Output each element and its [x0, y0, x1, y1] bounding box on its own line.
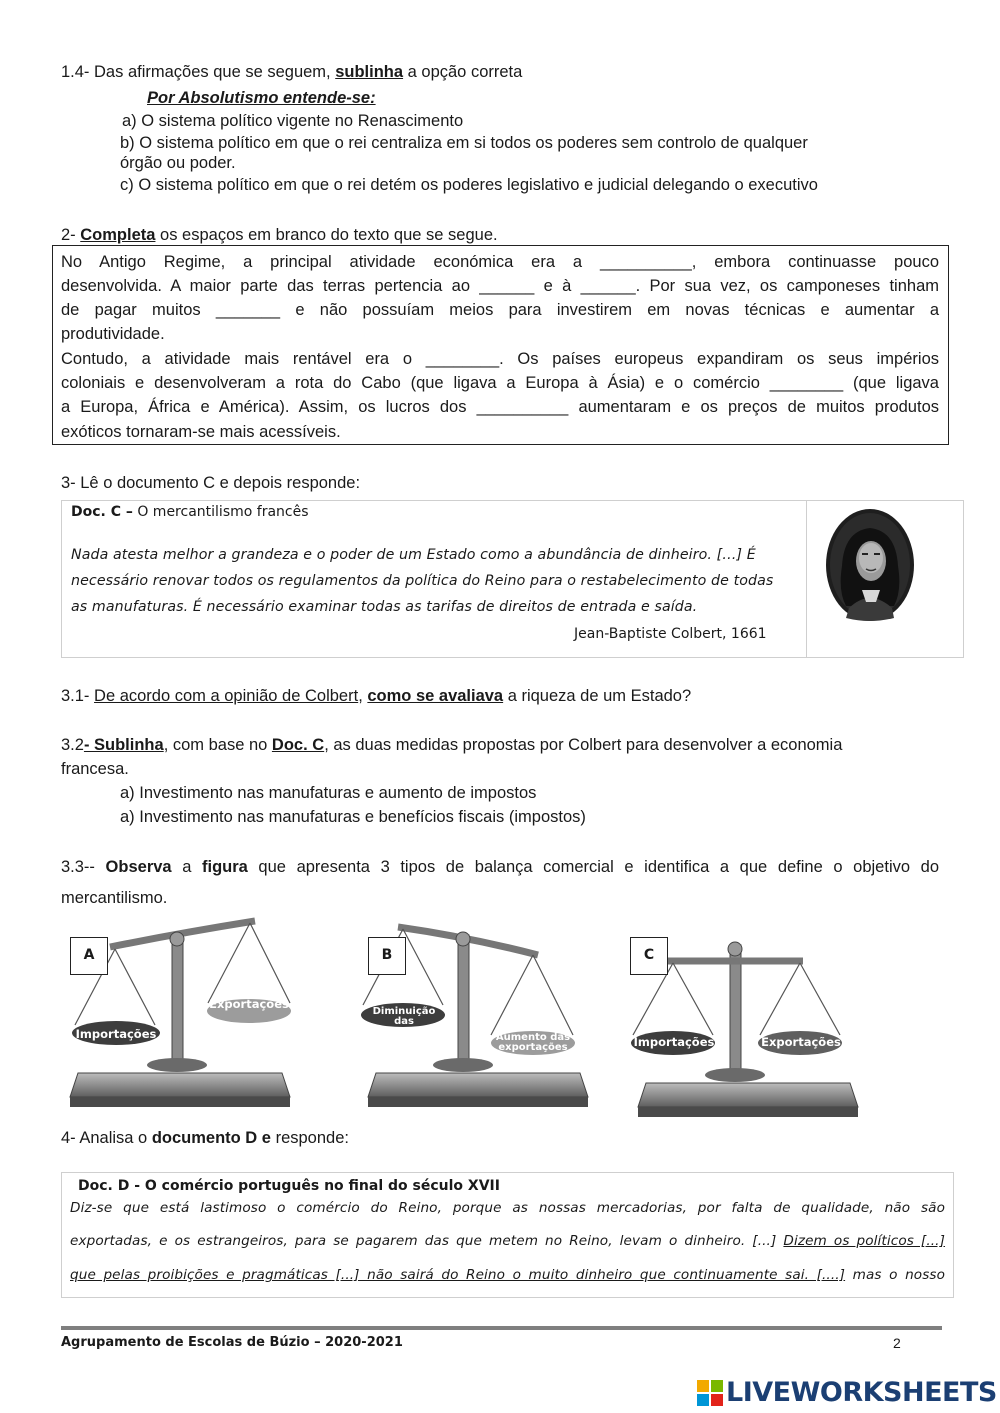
- doc-c-quote-2: necessário renovar todos os regulamentos da política do Reino para o restabelecimento de todas: [71, 573, 774, 589]
- fill-line-5[interactable]: Contudo, a atividade mais rentável era o ________. Os países europeus expandiram os seus impérios: [61, 350, 939, 368]
- scale-b-left-pan: Diminuição das importações: [369, 1006, 439, 1037]
- q31-question: 3.1- De acordo com a opinião de Colbert, como se avaliava a riqueza de um Estado?: [61, 687, 692, 705]
- q32-option-1[interactable]: a) Investimento nas manufaturas e aumento de impostos: [120, 784, 537, 802]
- fill-line-6[interactable]: coloniais e desenvolveram a rota do Cabo (que ligava a Europa à Ásia) e o comércio ________ (que ligava: [61, 374, 939, 392]
- doc-c-title: Doc. C – O mercantilismo francês: [71, 504, 309, 520]
- doc-c-box: [61, 500, 964, 658]
- doc-c-quote-3: as manufaturas. É necessário examinar todas as tarifas de direitos de entrada e saída.: [71, 599, 698, 615]
- q14-option-b-line1[interactable]: b) O sistema político em que o rei centraliza em si todos os poderes sem controlo de qualquer: [120, 134, 808, 152]
- q2-verb: Completa: [80, 226, 156, 244]
- scale-c-left-pan: Importações: [633, 1035, 715, 1049]
- q4-heading: 4- Analisa o documento D e responde:: [61, 1129, 349, 1147]
- q32-line2: francesa.: [61, 760, 129, 778]
- scale-a[interactable]: [60, 915, 300, 1130]
- q14-option-b-line2[interactable]: órgão ou poder.: [120, 154, 236, 172]
- scale-c-label: C: [630, 937, 668, 975]
- doc-d-line-3: que pelas proibições e pragmáticas [...] não sairá do Reino o muito dinheiro que continuamente sai. [....] mas o nosso: [70, 1267, 945, 1283]
- doc-d-box: [61, 1172, 954, 1298]
- q14-verb: sublinha: [335, 63, 404, 81]
- q14-option-c[interactable]: c) O sistema político em que o rei detém os poderes legislativo e judicial delegando o executivo: [120, 176, 818, 194]
- scale-a-left-pan: Importações: [75, 1027, 157, 1041]
- q32-option-2[interactable]: a) Investimento nas manufaturas e benefícios fiscais (impostos): [120, 808, 586, 826]
- doc-d-line-1: Diz-se que está lastimoso o comércio do Reino, porque as nossas mercadorias, por falta de qualidade, não são: [70, 1200, 945, 1216]
- liveworksheets-logo-icon: [697, 1380, 723, 1406]
- fill-line-2[interactable]: desenvolvida. A maior parte das terras pertencia ao ______ e à ______. Por sua vez, os camponeses tinham: [61, 277, 939, 295]
- doc-d-title: Doc. D - O comércio português no final do século XVII: [78, 1178, 500, 1194]
- fill-in-text-box: [52, 245, 949, 445]
- liveworksheets-watermark: LIVEWORKSHEETS: [726, 1377, 997, 1408]
- colbert-portrait-icon: [824, 506, 916, 624]
- fill-line-4: produtividade.: [61, 325, 165, 343]
- q14-subtitle: Por Absolutismo entende-se:: [147, 89, 376, 107]
- fill-line-8: exóticos tornaram-se mais acessíveis.: [61, 423, 341, 441]
- scale-a-right-pan: Exportações: [209, 997, 289, 1011]
- scale-c[interactable]: [628, 915, 868, 1130]
- fill-line-1[interactable]: No Antigo Regime, a principal atividade económica era a __________, embora continuasse pouco: [61, 253, 939, 271]
- q33-line2: mercantilismo.: [61, 889, 168, 907]
- footer-school: Agrupamento de Escolas de Búzio – 2020-2021: [61, 1335, 403, 1350]
- doc-c-quote-1: Nada atesta melhor a grandeza e o poder de um Estado como a abundância de dinheiro. […] É: [71, 547, 756, 563]
- footer-divider: [61, 1326, 942, 1330]
- footer-page-number: 2: [893, 1335, 901, 1351]
- q33-question: 3.3-- Observa a figura que apresenta 3 tipos de balança comercial e identifica a que define o objetivo do: [61, 858, 939, 876]
- scale-b-label: B: [368, 937, 406, 975]
- scale-c-right-pan: Exportações: [761, 1035, 841, 1049]
- doc-c-divider: [806, 501, 807, 657]
- doc-c-author: Jean-Baptiste Colbert, 1661: [574, 626, 767, 642]
- doc-d-line-2: exportadas, e os estrangeiros, para se pagarem das que metem no Reino, levam o dinheiro. [...] Dizem os políticos [...]: [70, 1233, 946, 1249]
- q14-option-a[interactable]: a) O sistema político vigente no Renascimento: [122, 112, 464, 130]
- q14-heading: 1.4- Das afirmações que se seguem, sublinha a opção correta: [61, 63, 523, 81]
- fill-line-7[interactable]: a Europa, África e América). Assim, os lucros dos __________ aumentaram e os preços de muitos produtos: [61, 398, 939, 416]
- scale-a-label: A: [70, 937, 108, 975]
- q2-heading: 2- Completa os espaços em branco do texto que se segue.: [61, 226, 498, 244]
- scale-b-right-pan: Aumento das exportações: [495, 1032, 571, 1053]
- q3-heading: 3- Lê o documento C e depois responde:: [61, 474, 361, 492]
- scale-b[interactable]: [358, 915, 598, 1130]
- fill-line-3[interactable]: de pagar muitos _______ e não possuíam meios para investirem em novas técnicas e aumentar a: [61, 301, 939, 319]
- q32-question: 3.2- Sublinha, com base no Doc. C, as duas medidas propostas por Colbert para desenvolver a economia: [61, 736, 843, 754]
